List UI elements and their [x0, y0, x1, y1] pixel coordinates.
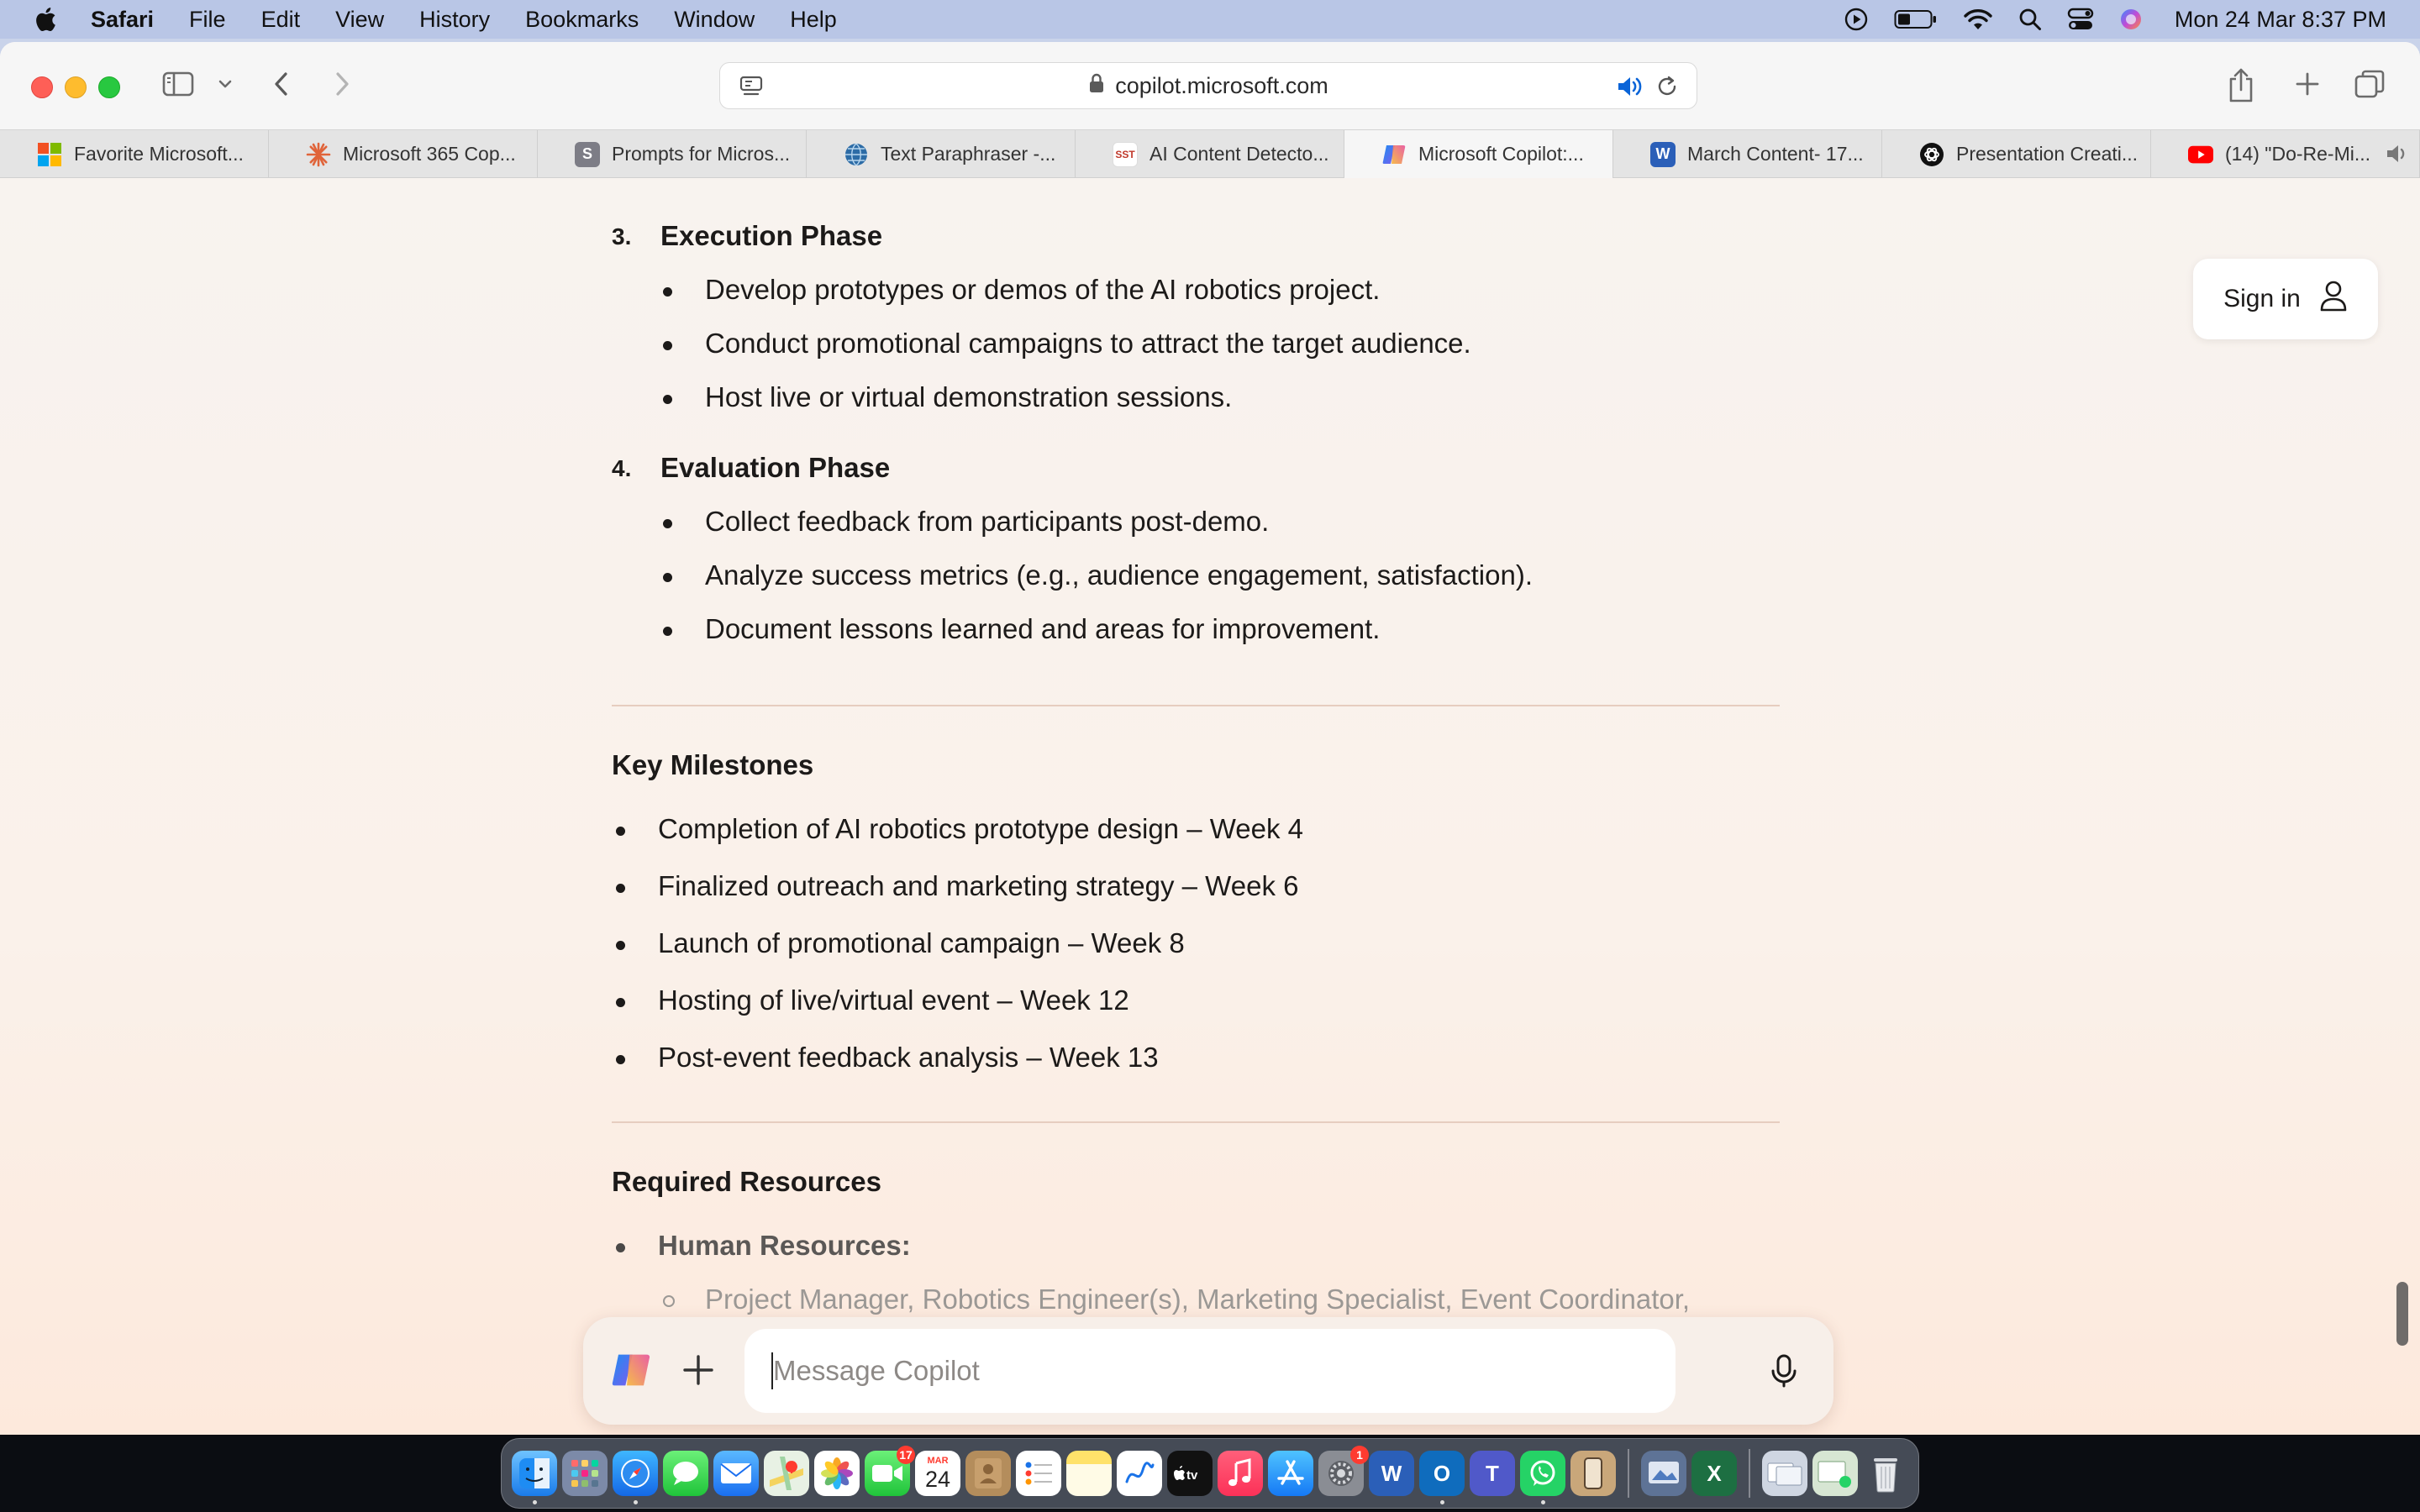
control-center-icon[interactable] [2067, 8, 2094, 31]
safari-window [0, 42, 2420, 1435]
tab-title: Favorite Microsoft... [74, 143, 244, 165]
calendar-icon[interactable] [915, 1451, 960, 1496]
wifi-icon[interactable] [1963, 8, 1993, 31]
dock [501, 1438, 1919, 1509]
globe-icon [844, 142, 869, 167]
spotlight-search-icon[interactable] [2018, 8, 2042, 31]
text-caret [771, 1352, 773, 1389]
microsoft-excel-icon[interactable]: X [1691, 1451, 1737, 1496]
step-title: Evaluation Phase [660, 452, 891, 483]
microsoft-outlook-icon[interactable]: O [1419, 1451, 1465, 1496]
url-text[interactable]: copilot.microsoft.com [1115, 72, 1328, 98]
copilot-icon [1381, 142, 1407, 167]
apple-menu-icon[interactable] [0, 7, 91, 32]
svg-text:tv: tv [1186, 1468, 1198, 1482]
letter-s-icon: S [575, 142, 600, 167]
dock-separator [1749, 1449, 1750, 1498]
tab-presentation-creation[interactable] [1882, 130, 2151, 178]
maps-icon[interactable] [764, 1451, 809, 1496]
zoom-window-button[interactable] [98, 76, 120, 98]
list-item: Completion of AI robotics prototype design – Week 4 [658, 813, 1303, 845]
tab-title: AI Content Detecto... [1150, 143, 1329, 165]
calendar-day: 24 [924, 1467, 951, 1492]
step-number: 3. [612, 223, 632, 249]
openai-icon [1919, 142, 1944, 167]
launchpad-icon[interactable] [562, 1451, 608, 1496]
tab-title: Microsoft 365 Cop... [343, 143, 516, 165]
sign-in-label: Sign in [2223, 285, 2301, 312]
new-tab-plus-icon[interactable] [2292, 67, 2323, 101]
back-chevron-icon[interactable] [271, 67, 294, 101]
page-menu-icon[interactable] [739, 74, 764, 105]
section-divider [612, 1121, 1780, 1123]
tab-title: (14) "Do-Re-Mi... [2225, 143, 2371, 165]
user-icon [2319, 279, 2348, 319]
facetime-icon[interactable] [865, 1448, 913, 1496]
iphone-mirroring-icon[interactable] [1570, 1451, 1616, 1496]
menu-edit[interactable]: Edit [260, 6, 301, 32]
list-item: Project Manager, Robotics Engineer(s), Marketing Specialist, Event Coordinator, [705, 1284, 1690, 1315]
copilot-logo-icon[interactable] [610, 1349, 652, 1395]
battery-icon[interactable] [1894, 8, 1938, 30]
list-item: Develop prototypes or demos of the AI robotics project. [705, 274, 1380, 306]
menu-bookmarks[interactable]: Bookmarks [525, 6, 639, 32]
whatsapp-icon[interactable] [1520, 1451, 1565, 1496]
messages-icon[interactable] [663, 1451, 708, 1496]
siri-icon[interactable] [2119, 8, 2143, 31]
reminders-icon[interactable] [1016, 1451, 1061, 1496]
tab-audio-speaker-icon[interactable] [1616, 74, 1643, 105]
word-icon: W [1650, 142, 1676, 167]
tab-prompts-for-microsoft[interactable] [538, 130, 807, 178]
app-store-icon[interactable] [1268, 1451, 1313, 1496]
contacts-icon[interactable] [965, 1451, 1011, 1496]
list-item: Host live or virtual demonstration sessions. [705, 381, 1232, 413]
tab-title: March Content- 17... [1687, 143, 1864, 165]
photos-icon[interactable] [814, 1451, 860, 1496]
step-number: 4. [612, 455, 632, 481]
notes-icon[interactable] [1066, 1451, 1112, 1496]
list-item: Finalized outreach and marketing strategy – Week 6 [658, 870, 1298, 902]
dock-separator [1628, 1449, 1629, 1498]
calendar-month: MAR [927, 1456, 949, 1466]
sst-icon: SST [1113, 142, 1138, 167]
list-item: Analyze success metrics (e.g., audience engagement, satisfaction). [705, 559, 1533, 591]
freeform-icon[interactable] [1117, 1451, 1162, 1496]
tab-march-content[interactable] [1613, 130, 1882, 178]
microsoft-word-icon[interactable]: W [1369, 1451, 1414, 1496]
list-item: Post-event feedback analysis – Week 13 [658, 1042, 1159, 1074]
youtube-icon [2188, 142, 2213, 167]
browser-toolbar [0, 42, 2420, 129]
system-settings-icon[interactable] [1318, 1448, 1364, 1496]
step-title: Execution Phase [660, 220, 883, 251]
settings-badge: 1 [1350, 1446, 1369, 1464]
message-composer [583, 1317, 1833, 1425]
menu-file[interactable]: File [189, 6, 226, 32]
list-item: Human Resources: [658, 1230, 911, 1262]
safari-icon[interactable] [613, 1451, 658, 1496]
screenshots-stack-icon[interactable] [1812, 1451, 1858, 1496]
microsoft-teams-icon[interactable]: T [1470, 1451, 1515, 1496]
now-playing-icon[interactable] [1844, 7, 1869, 32]
sparkle-icon [306, 142, 331, 167]
list-item: Document lessons learned and areas for improvement. [705, 613, 1380, 645]
menu-bar [0, 0, 2420, 39]
tab-overview-icon[interactable] [2353, 67, 2386, 101]
tab-bar [0, 129, 2420, 178]
tab-youtube-do-re-mi[interactable] [2151, 130, 2420, 178]
tab-group-chevron-down-icon[interactable] [217, 67, 234, 101]
required-resources-heading: Required Resources [612, 1166, 881, 1197]
message-input[interactable] [744, 1329, 1676, 1413]
tab-microsoft-365-copilot[interactable] [269, 130, 538, 178]
lock-icon [1088, 72, 1105, 100]
preview-icon[interactable] [1641, 1451, 1686, 1496]
key-milestones-heading: Key Milestones [612, 749, 814, 780]
tab-ai-content-detector[interactable] [1076, 130, 1344, 178]
share-icon[interactable] [2227, 67, 2255, 104]
reload-icon[interactable] [1655, 74, 1680, 105]
sidebar-toggle-icon[interactable] [161, 67, 195, 101]
tab-title: Text Paraphraser -... [881, 143, 1056, 165]
minimize-window-button[interactable] [65, 76, 87, 98]
step-evaluation-phase [612, 452, 890, 484]
tab-title: Microsoft Copilot:... [1418, 143, 1584, 165]
list-item: Conduct promotional campaigns to attract the target audience. [705, 328, 1471, 360]
page-scrollbar-thumb[interactable] [2396, 1282, 2408, 1346]
add-attachment-plus-icon[interactable] [677, 1349, 719, 1395]
tab-text-paraphraser[interactable] [807, 130, 1076, 178]
mail-icon[interactable] [713, 1451, 759, 1496]
tab-favorite-microsoft[interactable] [0, 130, 269, 178]
forward-chevron-icon[interactable] [329, 67, 353, 101]
downloads-stack-icon[interactable] [1762, 1451, 1807, 1496]
section-divider [612, 705, 1780, 706]
facetime-badge: 17 [897, 1446, 915, 1464]
tab-speaker-icon[interactable] [2386, 142, 2411, 171]
list-item: Launch of promotional campaign – Week 8 [658, 927, 1185, 959]
microsoft-logo-icon [37, 142, 62, 167]
address-bar[interactable] [719, 62, 1697, 109]
tab-title: Presentation Creati... [1956, 143, 2139, 165]
list-item: Hosting of live/virtual event – Week 12 [658, 984, 1129, 1016]
menu-help[interactable]: Help [790, 6, 837, 32]
tab-title: Prompts for Micros... [612, 143, 791, 165]
sign-in-button[interactable] [2193, 259, 2378, 339]
menubar-clock[interactable]: Mon 24 Mar 8:37 PM [2174, 6, 2386, 32]
copilot-page [0, 178, 2420, 1435]
music-icon[interactable] [1218, 1451, 1263, 1496]
tab-microsoft-copilot[interactable] [1344, 130, 1613, 178]
trash-icon[interactable] [1863, 1451, 1908, 1496]
list-item: Collect feedback from participants post-demo. [705, 506, 1269, 538]
step-execution-phase [612, 220, 882, 252]
menu-view[interactable]: View [335, 6, 385, 32]
microphone-icon[interactable] [1763, 1349, 1805, 1395]
menu-app-safari[interactable]: Safari [91, 6, 155, 32]
finder-icon[interactable] [512, 1451, 557, 1496]
close-window-button[interactable] [31, 76, 53, 98]
apple-tv-icon[interactable] [1167, 1451, 1213, 1496]
menu-window[interactable]: Window [674, 6, 755, 32]
menu-history[interactable]: History [419, 6, 491, 32]
